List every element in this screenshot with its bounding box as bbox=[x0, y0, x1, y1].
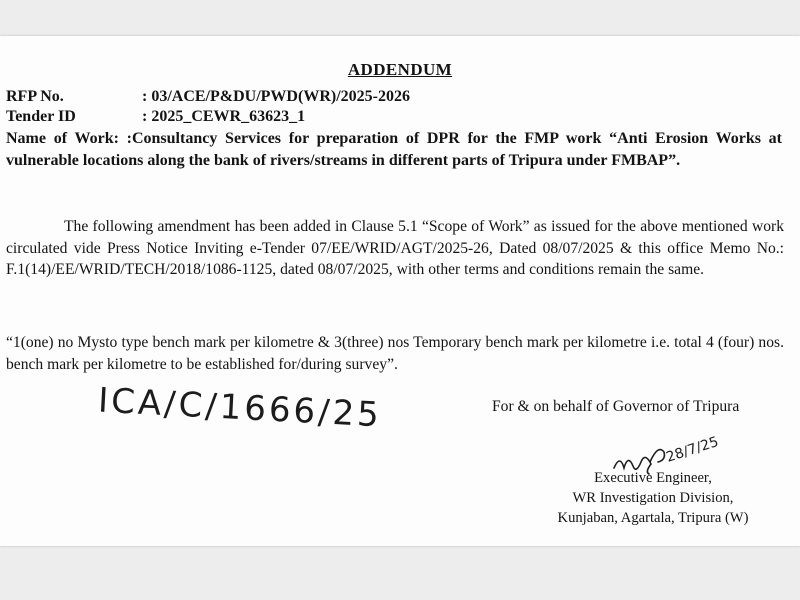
name-of-work: Name of Work: :Consultancy Services for preparation of DPR for the FMP work “Anti Erosion Works at vulnerable locations along the bank of rivers/streams in different parts of Tripura under FMBAP”. bbox=[6, 130, 782, 169]
tender-label: Tender ID bbox=[6, 108, 76, 125]
signatory-block bbox=[548, 468, 758, 528]
rfp-value: : 03/ACE/P&DU/PWD(WR)/2025-2026 bbox=[142, 88, 410, 105]
rfp-label: RFP No. bbox=[6, 88, 64, 105]
handwritten-reference: ICA/C/1666/25 bbox=[97, 380, 383, 436]
document-page bbox=[0, 36, 800, 546]
signatory-address: Kunjaban, Agartala, Tripura (W) bbox=[557, 510, 749, 526]
rfp-row bbox=[6, 88, 410, 106]
amendment-paragraph: The following amendment has been added in Clause 5.1 “Scope of Work” as issued for the above mentioned work circulated vide Press Notice Inviting e-Tender 07/EE/WRID/AGT/2025-26, Dated 08/07/2025 & this office Memo No.: F.1(14)/EE/WRID/TECH/2018/1086-1125, dated 08/07/2025, with other terms and conditions remain the same. bbox=[6, 218, 784, 278]
initials-date: 28/7/25 bbox=[664, 433, 721, 466]
signatory-designation: Executive Engineer, bbox=[594, 470, 712, 486]
on-behalf-line: For & on behalf of Governor of Tripura bbox=[492, 398, 740, 415]
amendment-text: “1(one) no Mysto type bench mark per kilometre & 3(three) nos Temporary bench mark per kilometre i.e. total 4 (four) nos. bench mark per kilometre to be established for/during survey”. bbox=[6, 334, 784, 373]
document-title: ADDENDUM bbox=[347, 60, 453, 79]
tender-value: : 2025_CEWR_63623_1 bbox=[142, 108, 306, 125]
signatory-division: WR Investigation Division, bbox=[572, 490, 734, 506]
tender-row bbox=[6, 108, 306, 126]
